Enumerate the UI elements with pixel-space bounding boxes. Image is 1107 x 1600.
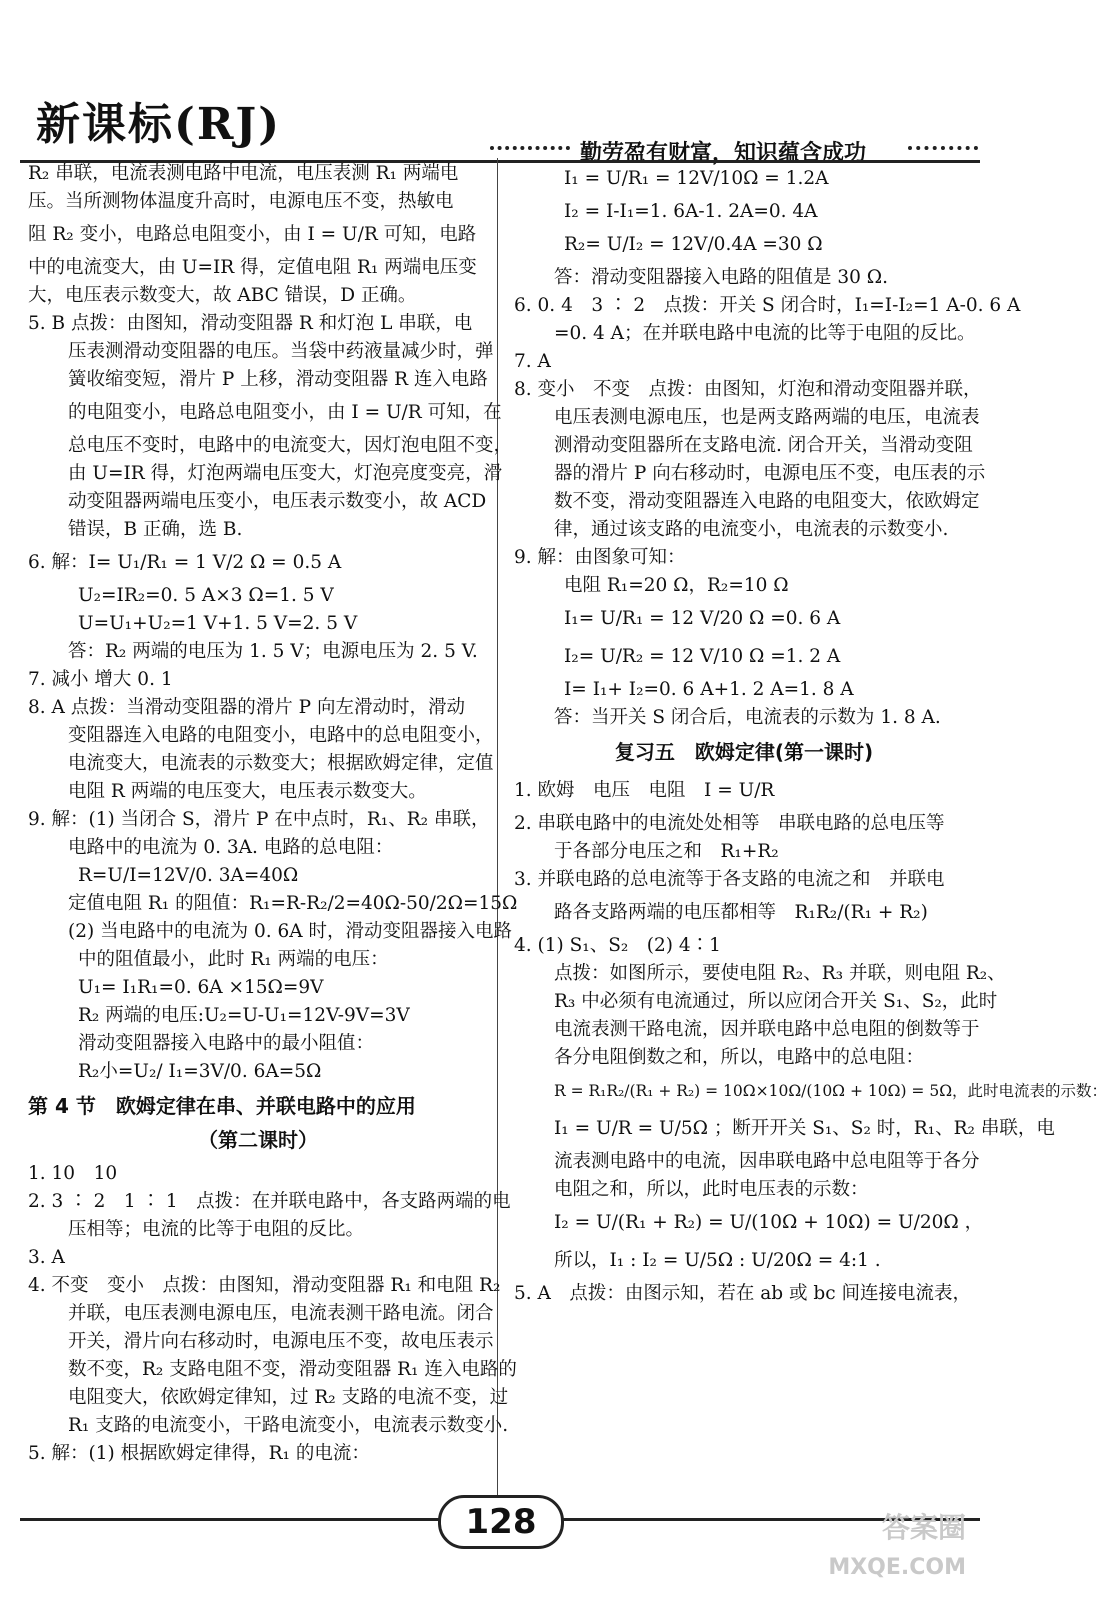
- formula-line: I₂ = U/(R₁ + R₂) = U/(10Ω + 10Ω) = U/20Ω ，: [554, 1212, 984, 1233]
- text-line: 电阻变大，依欧姆定律知，过 R₂ 支路的电流不变，过: [68, 1387, 509, 1408]
- text-line: 簧收缩变短，滑片 P 上移，滑动变阻器 R 连入电路: [68, 369, 488, 390]
- text-line: 电阻 R₁=20 Ω，R₂=10 Ω: [564, 575, 789, 596]
- formula-line: I₂= U/R₂ = 12 V/10 Ω =1. 2 A: [564, 646, 841, 667]
- formula-line: 6. 解：I= U₁/R₁ = 1 V/2 Ω = 0.5 A: [28, 552, 342, 573]
- right-column: [514, 160, 1107, 1308]
- formula-line: U₂=IR₂=0. 5 A×3 Ω=1. 5 V: [78, 585, 334, 606]
- text-line: 数不变，R₂ 支路电阻不变，滑动变阻器 R₁ 连入电路的: [68, 1359, 517, 1380]
- watermark: [828, 1508, 966, 1588]
- section-heading: 第 4 节 欧姆定律在串、并联电路中的应用: [28, 1094, 416, 1118]
- text-line: R₁ 支路的电流变小，干路电流变小，电流表示数变小.: [68, 1415, 509, 1436]
- text-line: 2. 3 ∶ 2 1 ∶ 1 点拨：在并联电路中，各支路两端的电: [28, 1191, 511, 1212]
- text-line: 9. 解：由图象可知：: [514, 547, 686, 568]
- header-motto: 勤劳盈有财富，知识蕴含成功: [580, 141, 867, 166]
- text-line: 动变阻器两端电压变小，电压表示数变小，故 ACD: [68, 491, 487, 512]
- text-line: 8. 变小 不变 点拨：由图知，灯泡和滑动变阻器并联，: [514, 379, 982, 400]
- text-line: 5. 解：(1) 根据欧姆定律得，R₁ 的电流：: [28, 1443, 370, 1464]
- text-line: 压表测滑动变阻器的电压。当袋中药液量减少时，弹: [68, 341, 494, 362]
- text-line: R₃ 中必须有电流通过，所以应闭合开关 S₁、S₂，此时: [554, 991, 998, 1012]
- text-line: 各分电阻倒数之和，所以，电路中的总电阻：: [554, 1047, 925, 1068]
- text-line: 的电阻变小，电路总电阻变小，由 I = U/R 可知，在: [68, 402, 502, 423]
- text-line: 错误，B 正确，选 B.: [68, 519, 243, 540]
- text-line: (2) 当电路中的电流为 0. 6A 时，滑动变阻器接入电路: [68, 921, 513, 942]
- text-line: 中的阻值最小，此时 R₁ 两端的电压：: [78, 949, 389, 970]
- text-line: 数不变，滑动变阻器连入电路的电阻变大，依欧姆定: [554, 491, 980, 512]
- text-line: 答：当开关 S 闭合后，电流表的示数为 1. 8 A.: [554, 707, 941, 728]
- watermark-site-text: MXQE.COM: [828, 1555, 966, 1580]
- text-line: 大，电压表示数变大，故 ABC 错误，D 正确。: [28, 285, 417, 306]
- text-line: 器的滑片 P 向右移动时，电源电压不变，电压表的示: [554, 463, 986, 484]
- text-line: 流表测电路中的电流，因串联电路中总电阻等于各分: [554, 1151, 980, 1172]
- text-line: 答：R₂ 两端的电压为 1. 5 V；电源电压为 2. 5 V.: [68, 641, 478, 662]
- text-line: 开关，滑片向右移动时，电源电压不变，故电压表示: [68, 1331, 494, 1352]
- text-line: 测滑动变阻器所在支路电流. 闭合开关，当滑动变阻: [554, 435, 973, 456]
- text-line: 3. 并联电路的总电流等于各支路的电流之和 并联电: [514, 869, 945, 890]
- text-line: 点拨：如图所示，要使电阻 R₂、R₃ 并联，则电阻 R₂、: [554, 963, 1006, 984]
- text-line: 6. 0. 4 3 ∶ 2 点拨：开关 S 闭合时，I₁=I-I₂=1 A-0. 6 A: [514, 295, 1021, 316]
- text-line: 4. (1) S₁、S₂ (2) 4∶1: [514, 935, 721, 956]
- text-line: 阻 R₂ 变小，电路总电阻变小，由 I = U/R 可知，电路: [28, 224, 477, 245]
- formula-line: R = R₁R₂/(R₁ + R₂) = 10Ω×10Ω/(10Ω + 10Ω) = 5Ω，此时电流表的示数：: [554, 1082, 1107, 1100]
- text-line: 电流表测干路电流，因并联电路中总电阻的倒数等于: [554, 1019, 980, 1040]
- text-line: 5. A 点拨：由图示知，若在 ab 或 bc 间连接电流表，: [514, 1283, 971, 1304]
- text-line: =0. 4 A；在并联电路中电流的比等于电阻的反比。: [554, 323, 976, 344]
- text-line: 答：滑动变阻器接入电路的阻值是 30 Ω.: [554, 267, 889, 288]
- text-line: 5. B 点拨：由图知，滑动变阻器 R 和灯泡 L 串联，电: [28, 313, 473, 334]
- formula-line: R₂= U/I₂ = 12V/0.4A =30 Ω: [564, 234, 823, 255]
- text-line: 7. A: [514, 351, 551, 372]
- left-column: [28, 160, 518, 1468]
- text-line: 电路中的电流为 0. 3A. 电路的总电阻：: [68, 837, 394, 858]
- page-header: [0, 0, 996, 166]
- text-line: 9. 解：(1) 当闭合 S，滑片 P 在中点时，R₁、R₂ 串联，: [28, 809, 490, 830]
- column-divider: [497, 158, 498, 1498]
- header-dotted-rule-left: [490, 146, 570, 156]
- text-line: 并联，电压表测电源电压，电流表测干路电流。闭合: [68, 1303, 494, 1324]
- text-line: 1. 欧姆 电压 电阻 I = U/R: [514, 780, 775, 801]
- section-subheading: （第二课时）: [198, 1128, 318, 1152]
- formula-line: U=U₁+U₂=1 V+1. 5 V=2. 5 V: [78, 613, 358, 634]
- text-line: 压。当所测物体温度升高时，电源电压不变，热敏电: [28, 191, 454, 212]
- formula-line: R₂小=U₂/ I₁=3V/0. 6A=5Ω: [78, 1061, 322, 1082]
- text-line: 8. A 点拨：当滑动变阻器的滑片 P 向左滑动时，滑动: [28, 697, 465, 718]
- formula-line: I₂ = I-I₁=1. 6A-1. 2A=0. 4A: [564, 201, 818, 222]
- text-line: 1. 10 10: [28, 1163, 118, 1184]
- text-line: 路各支路两端的电压都相等 R₁R₂/(R₁ + R₂): [554, 902, 928, 923]
- watermark-logo-text: 答案圈: [881, 1511, 966, 1544]
- text-line: 电阻之和，所以，此时电压表的示数：: [554, 1179, 869, 1200]
- text-line: 定值电阻 R₁ 的阻值：R₁=R-R₂/2=40Ω-50/2Ω=15Ω: [68, 893, 518, 914]
- text-line: 中的电流变大，由 U=IR 得，定值电阻 R₁ 两端电压变: [28, 257, 477, 278]
- text-line: 电压表测电源电压，也是两支路两端的电压，电流表: [554, 407, 980, 428]
- text-line: 律，通过该支路的电流变小，电流表的示数变小.: [554, 519, 949, 540]
- text-line: 于各部分电压之和 R₁+R₂: [554, 841, 779, 862]
- text-line: 电流变大，电流表的示数变大；根据欧姆定律，定值: [68, 753, 494, 774]
- text-line: 4. 不变 变小 点拨：由图知，滑动变阻器 R₁ 和电阻 R₂: [28, 1275, 501, 1296]
- page-number: 128: [438, 1495, 564, 1549]
- formula-line: I= I₁+ I₂=0. 6 A+1. 2 A=1. 8 A: [564, 679, 854, 700]
- text-line: 由 U=IR 得，灯泡两端电压变大，灯泡亮度变亮，滑: [68, 463, 503, 484]
- formula-line: I₁ = U/R = U/5Ω ；断开开关 S₁、S₂ 时，R₁、R₂ 串联，电: [554, 1118, 1055, 1139]
- formula-line: 所以，I₁ : I₂ = U/5Ω : U/20Ω = 4:1 .: [554, 1250, 881, 1271]
- text-line: 总电压不变时，电路中的电流变大，因灯泡电阻不变，: [68, 435, 513, 456]
- text-line: 7. 减小 增大 0. 1: [28, 669, 173, 690]
- formula-line: I₁ = U/R₁ = 12V/10Ω = 1.2A: [564, 168, 829, 189]
- text-line: 电阻 R 两端的电压变大，电压表示数变大。: [68, 781, 427, 802]
- formula-line: U₁= I₁R₁=0. 6A ×15Ω=9V: [78, 977, 324, 998]
- text-line: 2. 串联电路中的电流处处相等 串联电路的总电压等: [514, 813, 945, 834]
- text-line: 压相等；电流的比等于电阻的反比。: [68, 1219, 365, 1240]
- formula-line: I₁= U/R₁ = 12 V/20 Ω =0. 6 A: [564, 608, 841, 629]
- formula-line: R=U/I=12V/0. 3A=40Ω: [78, 865, 299, 886]
- text-line: 滑动变阻器接入电路中的最小阻值：: [78, 1033, 375, 1054]
- header-dotted-rule-right: [908, 146, 978, 156]
- text-line: R₂ 串联，电流表测电路中电流，电压表测 R₁ 两端电: [28, 163, 459, 184]
- book-title: 新课标(RJ): [36, 99, 282, 150]
- section-heading: 复习五 欧姆定律(第一课时): [614, 740, 874, 764]
- formula-line: R₂ 两端的电压:U₂=U-U₁=12V-9V=3V: [78, 1005, 410, 1026]
- text-line: 变阻器连入电路的电阻变小，电路中的总电阻变小，: [68, 725, 494, 746]
- text-line: 3. A: [28, 1247, 65, 1268]
